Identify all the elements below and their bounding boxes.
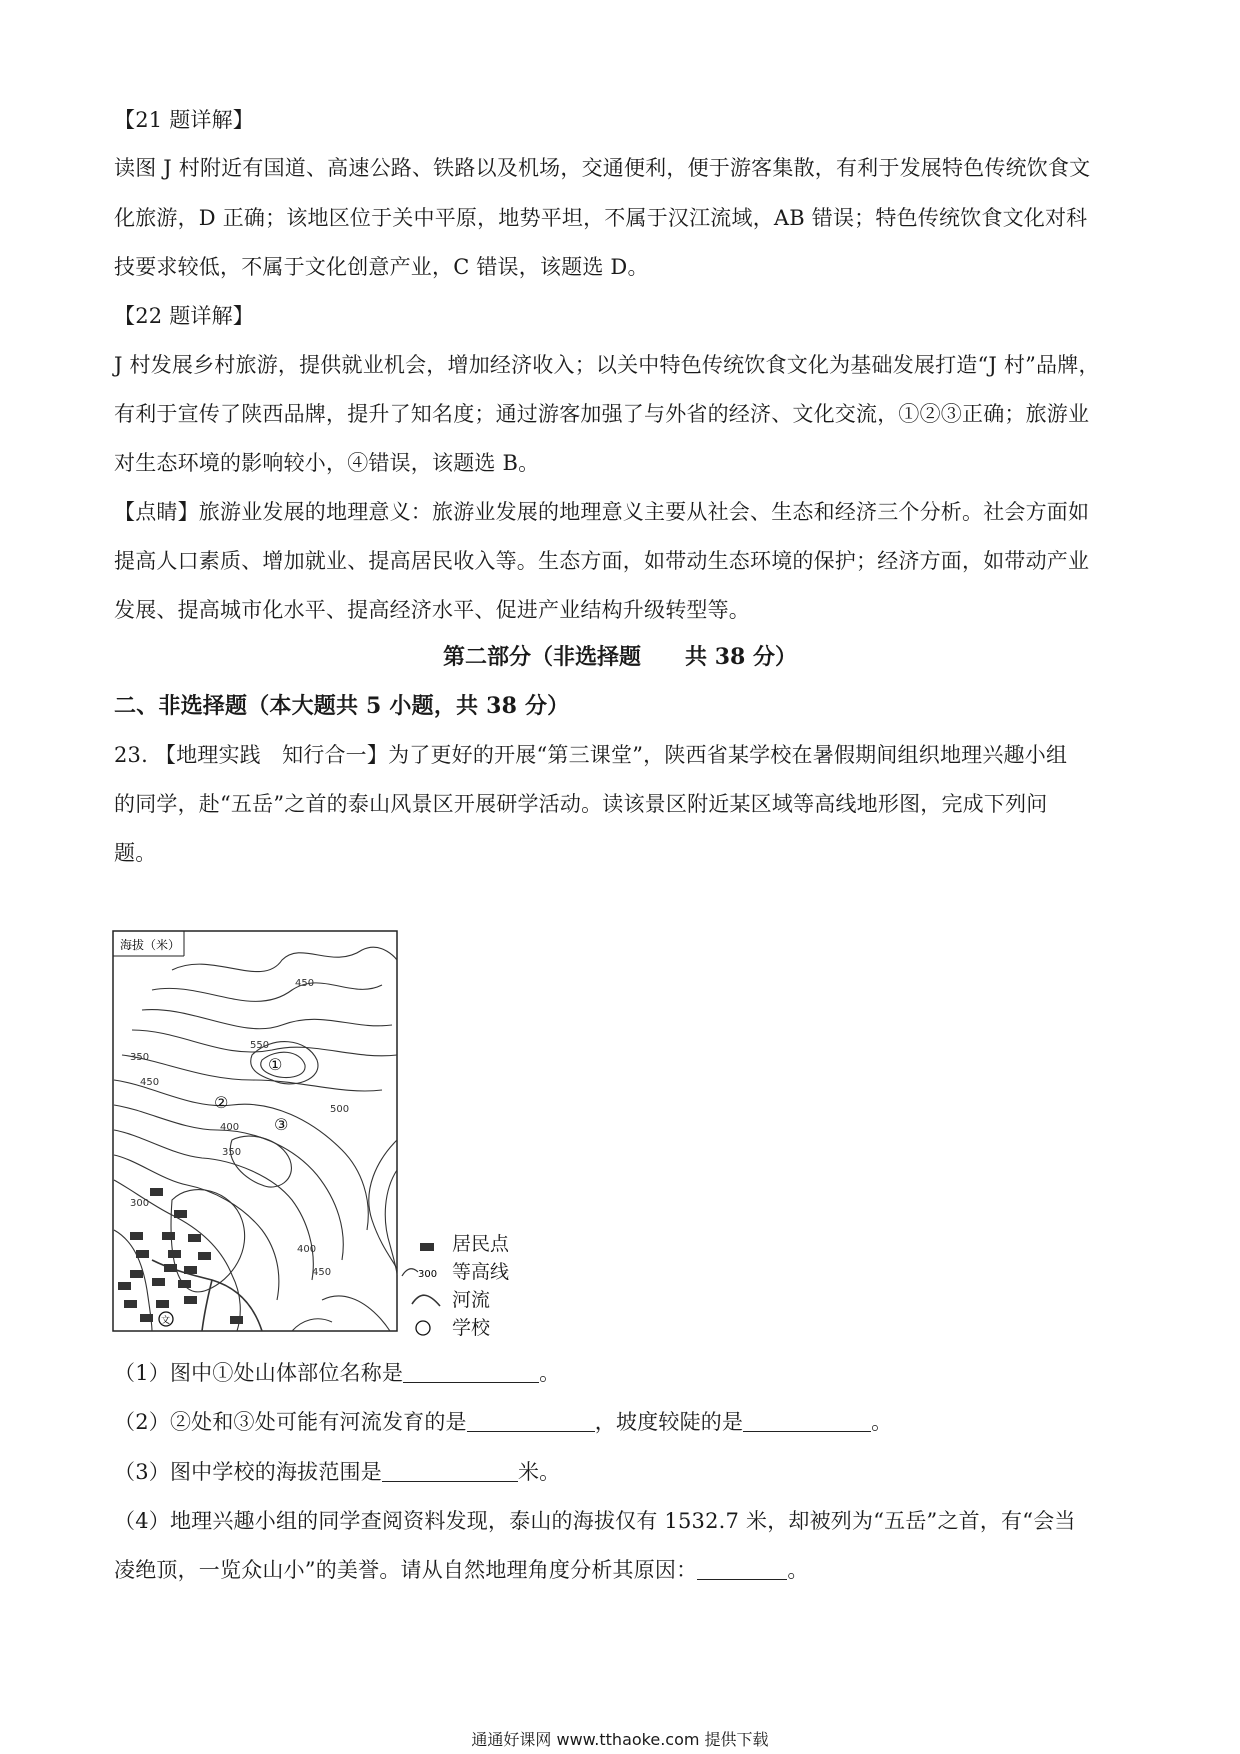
answer-blank[interactable]	[382, 1459, 518, 1482]
legend-contour: 等高线	[452, 1261, 510, 1283]
marker-2: ②	[214, 1093, 229, 1112]
q22-text-2: 有利于宣传了陕西品牌，提升了知名度；通过游客加强了与外省的经济、文化交流，①②③正确；旅游业	[114, 402, 1090, 426]
legend-school: 学校	[452, 1317, 491, 1339]
answer-blank[interactable]	[743, 1409, 871, 1432]
settlement-icon	[418, 1240, 438, 1254]
river-icon	[410, 1290, 444, 1310]
school-legend-icon	[414, 1318, 434, 1338]
contour-label: 350	[130, 1052, 150, 1063]
legend-contour-value: 300	[418, 1269, 438, 1280]
legend-settlement: 居民点	[452, 1233, 510, 1255]
contour-label: 400	[297, 1244, 317, 1255]
svg-text:文: 文	[161, 1316, 171, 1326]
map-header: 海拔（米）	[120, 938, 181, 952]
marker-3: ③	[274, 1115, 289, 1134]
contour-label: 500	[330, 1104, 350, 1115]
q21-text-1: 读图 J 村附近有国道、高速公路、铁路以及机场，交通便利，便于游客集散，有利于发展特色传统饮食文	[114, 156, 1091, 180]
contour-map	[112, 930, 398, 1332]
subq-4-line-1: （4）地理兴趣小组的同学查阅资料发现，泰山的海拔仅有 1532.7 米，却被列为“五岳”之首，有“会当	[114, 1509, 1076, 1533]
legend-river: 河流	[452, 1289, 491, 1311]
subq-2: （2）②处和③处可能有河流发育的是 ，坡度较陡的是 。	[114, 1410, 893, 1434]
q22-text-1: J 村发展乡村旅游，提供就业机会，增加经济收入；以关中特色传统饮食文化为基础发展打造“J 村”品牌，	[114, 353, 1100, 377]
q22-heading: 【22 题详解】	[114, 304, 254, 328]
marker-1: ①	[268, 1055, 283, 1074]
subq-3: （3）图中学校的海拔范围是 米。	[114, 1460, 561, 1484]
contour-label: 300	[130, 1198, 150, 1209]
subq-1: （1）图中①处山体部位名称是 。	[114, 1361, 561, 1385]
subq-4-line-2: 凌绝顶，一览众山小”的美誉。请从自然地理角度分析其原因： 。	[114, 1558, 809, 1582]
q21-text-2: 化旅游，D 正确；该地区位于关中平原，地势平坦，不属于汉江流域，AB 错误；特色传统饮食文化对科	[114, 206, 1088, 230]
q21-text-3: 技要求较低，不属于文化创意产业，C 错误，该题选 D。	[114, 255, 649, 279]
contour-label: 550	[250, 1040, 270, 1051]
part-two-title: 第二部分（非选择题 共 38 分）	[443, 644, 797, 670]
q21-heading: 【21 题详解】	[114, 108, 254, 132]
tip-text-1: 【点睛】旅游业发展的地理意义：旅游业发展的地理意义主要从社会、生态和经济三个分析。社会方面如	[114, 500, 1090, 524]
section-title: 二、非选择题（本大题共 5 小题，共 38 分）	[114, 693, 570, 719]
contour-label: 450	[295, 978, 315, 989]
q23-text-3: 题。	[114, 841, 157, 865]
contour-label: 450	[140, 1077, 160, 1088]
q23-text-2: 的同学，赴“五岳”之首的泰山风景区开展研学活动。读该景区附近某区域等高线地形图，完成下列问	[114, 792, 1048, 816]
page-footer: 通通好课网 www.tthaoke.com 提供下载	[471, 1730, 769, 1749]
contour-label: 450	[312, 1267, 332, 1278]
q22-text-3: 对生态环境的影响较小，④错误，该题选 B。	[114, 451, 540, 475]
contour-label: 400	[220, 1122, 240, 1133]
q23-text-1: 23. 【地理实践 知行合一】为了更好的开展“第三课堂”，陕西省某学校在暑假期间组织地理兴趣小组	[114, 743, 1068, 767]
answer-blank[interactable]	[403, 1360, 539, 1383]
contour-line-icon	[400, 1262, 456, 1282]
answer-blank[interactable]	[467, 1409, 595, 1432]
answer-blank[interactable]	[697, 1557, 787, 1580]
contour-label: 350	[222, 1147, 242, 1158]
tip-text-2: 提高人口素质、增加就业、提高居民收入等。生态方面，如带动生态环境的保护；经济方面，如带动产业	[114, 549, 1090, 573]
tip-text-3: 发展、提高城市化水平、提高经济水平、促进产业结构升级转型等。	[114, 598, 750, 622]
